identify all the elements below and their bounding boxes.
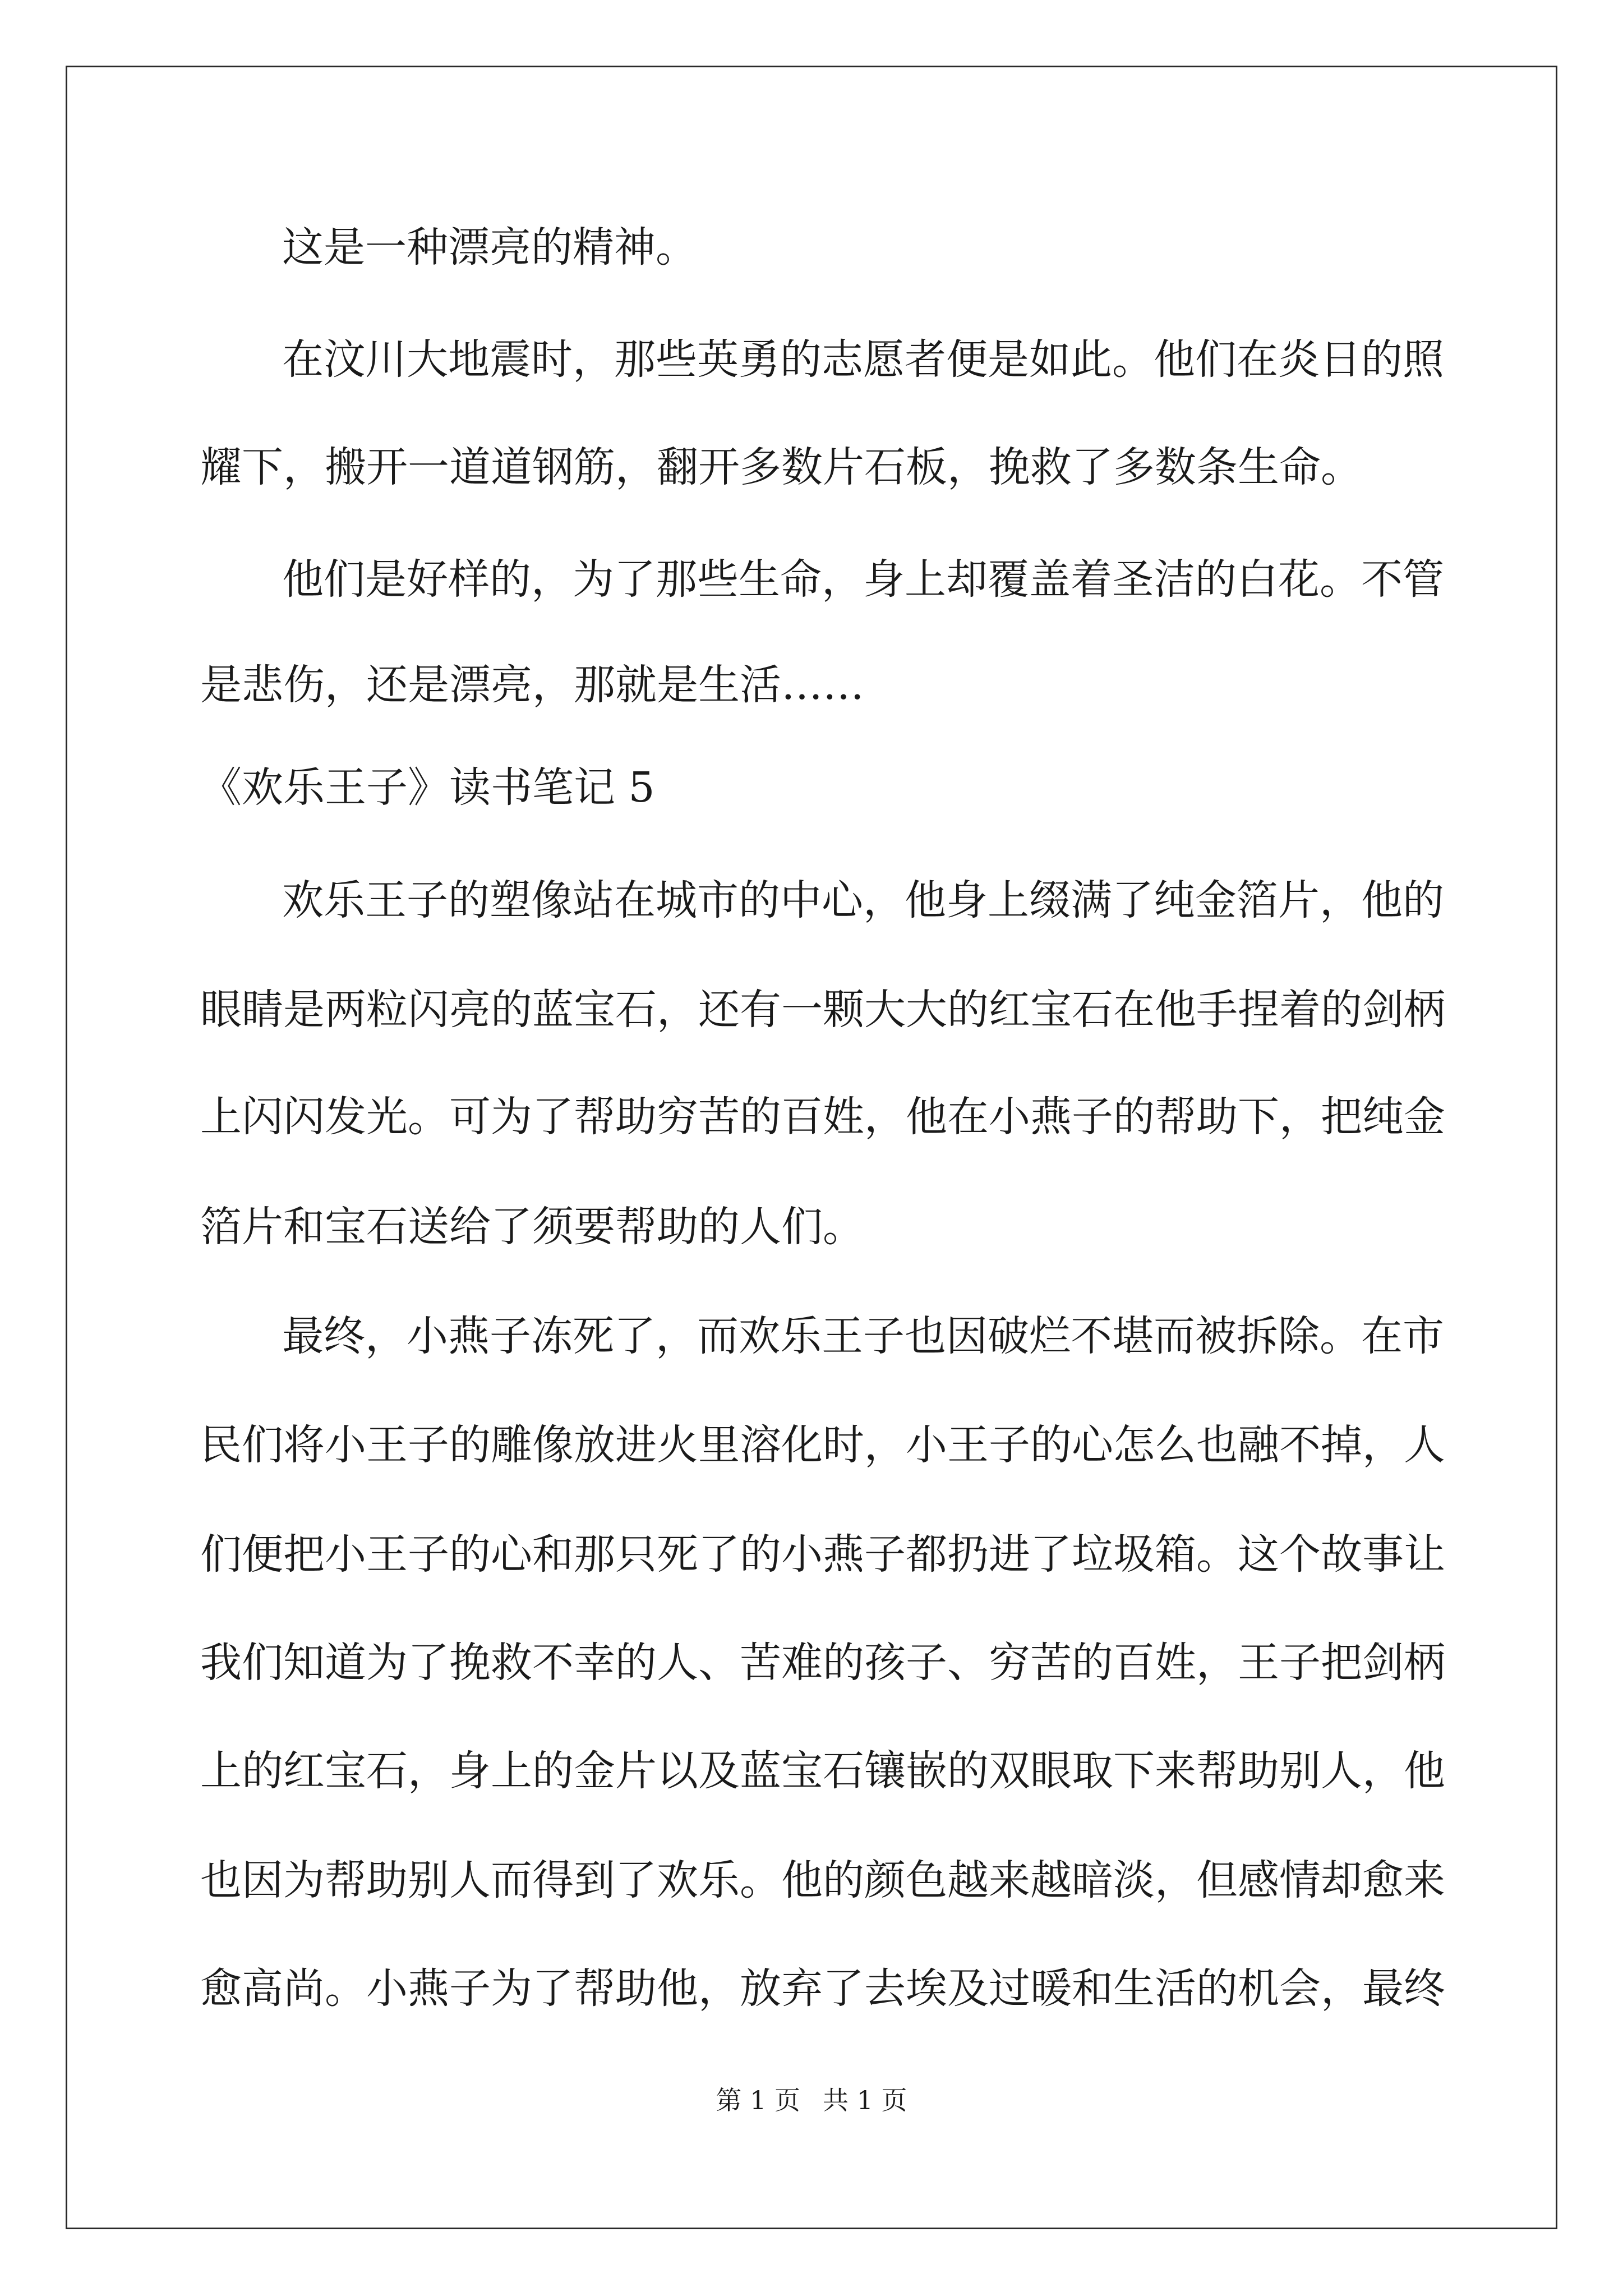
paragraph-line: 民们将小王子的雕像放进火里溶化时，小王子的心怎么也融不掉，人 bbox=[200, 1421, 1445, 1469]
paragraph-line: 欢乐王子的塑像站在城市的中心，他身上缀满了纯金箔片，他的 bbox=[282, 876, 1444, 924]
paragraph-line: 箔片和宝石送给了须要帮助的人们。 bbox=[200, 1203, 864, 1251]
paragraph-line: 在汶川大地震时，那些英勇的志愿者便是如此。他们在炎日的照 bbox=[282, 335, 1444, 384]
paragraph-line: 是悲伤，还是漂亮，那就是生活…… bbox=[200, 661, 864, 709]
paragraph-line: 这是一种漂亮的精神。 bbox=[282, 223, 697, 272]
paragraph-line: 耀下，搬开一道道钢筋，翻开多数片石板，挽救了多数条生命。 bbox=[200, 443, 1362, 491]
page-number: 第 1 页 bbox=[716, 2085, 800, 2115]
paragraph-line: 们便把小王子的心和那只死了的小燕子都扔进了垃圾箱。这个故事让 bbox=[200, 1530, 1445, 1579]
paragraph-line: 他们是好样的，为了那些生命，身上却覆盖着圣洁的白花。不管 bbox=[282, 555, 1444, 604]
paragraph-line: 也因为帮助别人而得到了欢乐。他的颜色越来越暗淡，但感情却愈来 bbox=[200, 1856, 1445, 1904]
paragraph-line: 上闪闪发光。可为了帮助穷苦的百姓，他在小燕子的帮助下，把纯金 bbox=[200, 1093, 1445, 1141]
paragraph-line: 愈高尚。小燕子为了帮助他，放弃了去埃及过暖和生活的机会，最终 bbox=[200, 1964, 1445, 2013]
paragraph-line: 上的红宝石，身上的金片以及蓝宝石镶嵌的双眼取下来帮助别人，他 bbox=[200, 1747, 1445, 1795]
paragraph-line: 眼睛是两粒闪亮的蓝宝石，还有一颗大大的红宝石在他手捏着的剑柄 bbox=[200, 986, 1445, 1034]
paragraph-line: 我们知道为了挽救不幸的人、苦难的孩子、穷苦的百姓，王子把剑柄 bbox=[200, 1639, 1445, 1687]
page-border bbox=[66, 66, 1557, 2229]
page-total: 共 1 页 bbox=[823, 2085, 907, 2115]
page-footer bbox=[0, 2086, 1623, 2115]
paragraph-line: 最终，小燕子冻死了，而欢乐王子也因破烂不堪而被拆除。在市 bbox=[282, 1312, 1444, 1360]
section-heading: 《欢乐王子》读书笔记 5 bbox=[200, 763, 655, 812]
